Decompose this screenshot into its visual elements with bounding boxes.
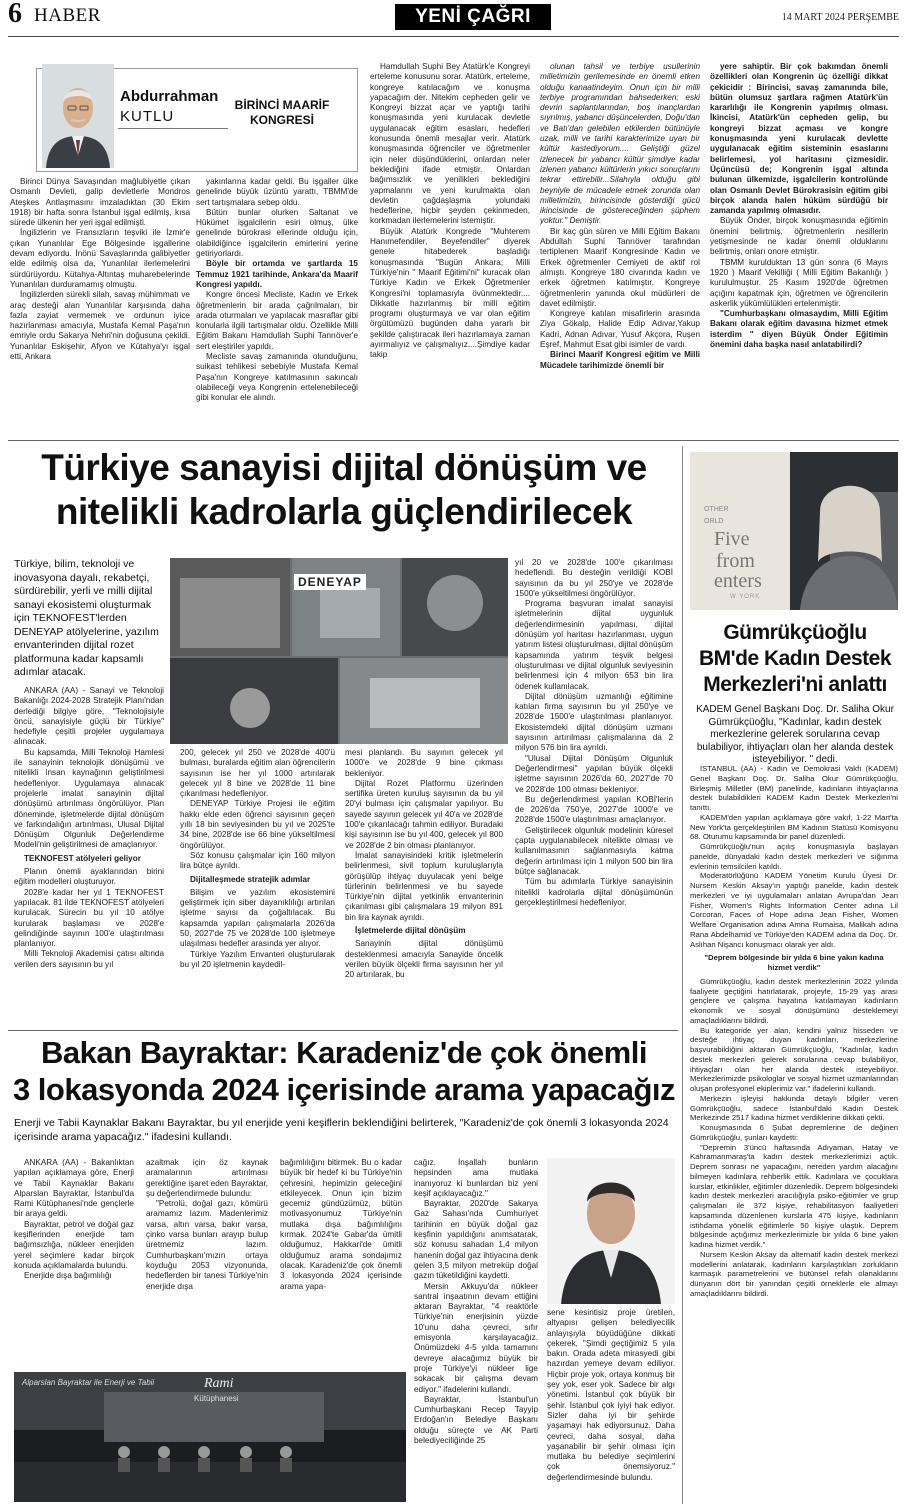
paragraph: Böyle bir ortamda ve şartlarda 15 Temmuz 1921 tarihinde, Ankara'da Maarif Kongresi yapıldı. (196, 259, 358, 289)
article1-photo-collage (170, 558, 508, 744)
paragraph: bağımlılığını bitirmek. Bu o kadar büyük bir hedef ki bu Türkiye'nin çehresini, hepimizin geleceğini etkileyecek. Onun için bizim gecemiz gündüzümüz, bütün motivasyonumuz Türkiye'nin mutlaka dışa bağımlılığını kırmak. 2024'te Gabar'da ümitli olduğumuz, Hakkari'de ümitli olduğumuz arama sondajımız olacak. Karadeniz'de çok önemli 3 lokasyonda 2024 içerisinde arama yapa- (280, 1158, 402, 1291)
paragraph: Merkezin işleyişi hakkında detaylı bilgiler veren Gümrükçüoğlu, sadece İstanbul'daki Kadın Destek Merkezinde 2517 kadına hizmet verdiklerine dikkati çekti. (690, 1093, 898, 1123)
article1-col2 (180, 748, 335, 1030)
subheading: "Deprem bölgesinde bir yılda 6 bine yakın kadına hizmet verdik" (704, 953, 884, 972)
paragraph: Birinci Dünya Savaşından mağlubiyetle çıkan Osmanlı Devleti, galip devletlerle Mondros Ateşkes Antlaşmasını imzaladıktan (30 Ekim 1918) bir hafta sonra İstanbul işgal edilmiş, kısa sürede ülkenin her yeri işgal edilmişti. (10, 177, 190, 228)
paragraph: Mersin Akkuyu'da nükleer santral inşaatının devam ettiğini aktaran Bayraktar, "4 reaktörle Türkiye'nin enerjisinin yüzde 10'unu daha çevreci, sıfır emisyonla karşılayacağız. Önümüzdeki 4-5 yılda tamamını devreye alacağımız büyük bir proje Türkiye'yi nükleer lige sokacak bir çalışma devam ediyor." ifadelerini kullandı. (414, 1281, 538, 1394)
paragraph: mesi planlandı. Bu sayının gelecek yıl 1000'e ve 2028'de 9 bine çıkması bekleniyor. (345, 748, 503, 778)
paragraph: "Depremin 3'üncü haftasında Adıyaman, Hatay ve Kahramanmaraş'ta kadın destek merkezlerimizi açtık. Deprem sonrası ne yapacağını, nereden yardım alacağını bilmeyen kadınlara rehberlik ettik. Kadınlara ve çocuklara kurslar, etkinlikler, eğitimler düzenledik. Deprem bölgesindeki kadın destek merkezleri aracılığıyla psiko-eğitimler ve grup çalışmaları ile 372 kişiye, rehabilitasyon faaliyetleri kapsamında düzenlenen kurslarla 475 kişiye, kadınların istihdama yönelik eğitimlerle 50 kişiye ulaştık. Deprem bölgesinde açtığımız merkezlerimizle bir yılda 6 bine yakın kadına hizmet verdik." (690, 1142, 898, 1249)
header-rule (8, 36, 899, 37)
article3-col5 (547, 1308, 675, 1502)
paragraph: Mecliste savaş zamanında olunduğunu, suikast tehlikesi sebebiyle Mustafa Kemal Paşa'nın Kongreye katılmasının sakıncalı olabileceği veya Kongrenin ertelenebileceği gibi konular ele alındı. (196, 352, 358, 403)
article2-body (690, 764, 898, 1500)
photo-text-4: W YORK (730, 594, 761, 600)
paragraph: Birinci Maarif Kongresi eğitim ve Milli Mücadele tarihimizde önemli bir (540, 350, 700, 370)
column-title (232, 98, 332, 128)
paragraph: İmalat sanayisindeki kritik işletmelerin belirlenmesi, sivil toplum kuruluşlarıyla görüşülüp ihtiyaç duyulacak yeni belge türlerinin belirlenmesi ve bu sayede Türkiye'nin dijital yetkinlik envanterinin çıkarılması gibi çalışmalara 19 milyon 891 bin lira kaynak ayrıldı. (345, 850, 503, 922)
paragraph: Programa başvuran imalat sanayisi işletmelerinin dijital uygunluk değerlendirmesinin yapılması, dijital dönüşüm yol haritası hazırlanması, uygun yatırım listesi oluşturulması, dijital dönüşüm kapsamında yatırım teşvik belgesi oluşturulması ve dijital olgunluk seviyesinin belirlenmesi için 4 milyon 653 bin lira ödenek kullanılacak. (515, 599, 673, 691)
paragraph: Bu kapsamda, Milli Teknoloji Hamlesi ile sanayinin teknolojik dönüşümü ve nitelikli insan kaynağının geliştirilmesi hedefleniyor. Uygulamaya alınacak projelerle imalat sanayinin dijital dönüşümü artırılması öngörülüyor. Plan döneminde, işletmelerde dijital dönüşüm ve farkındalığın artırılması, Ulusal Dijital Dönüşüm Olgunluk Değerlendirme Modeli'nin geliştirilmesi de amaçlanıyor. (14, 747, 164, 850)
article3-col2 (146, 1158, 268, 1366)
article1-col3 (345, 748, 503, 1030)
paragraph: Bilişim ve yazılım ekosistemini geliştirmek için siber dayanıklılığı artırılan işletme sayısı da çoğaltılacak. Bu kapsamda yapılan çalışmalarla 2026'da 50, 2027'de 75 ve 2028'de 100 işletmeye ulaşılması hedefler arasında yer alıyor. (180, 887, 335, 949)
author-first-name: Abdurrahman (120, 88, 219, 105)
paragraph: DENEYAP Türkiye Projesi ile eğitim hakkı elde eden öğrenci sayısının geçen yıllı 18 bin seviyesinden bu yıl ve 2025'te 34 bine, 2028'de ise 66 bine yükseltilmesi öngörülüyor. (180, 799, 335, 850)
article3-event-photo (14, 1372, 406, 1502)
photo-text-side: ORLD (704, 518, 724, 525)
paragraph: Bütün bunlar olurken Saltanat ve Hükümet işgalcilerin esiri olmuş, ülke genelinde bürokrasi ellerinde olduğu için, olabildiğince işgalcilerin emirlerini yerine getiriyorlardı. (196, 207, 358, 259)
article2-lead: KADEM Genel Başkanı Doç. Dr. Saliha Okur Gümrükçüoğlu, "Kadınlar, kadın destek merkezlerine gelerek sorularına cevap bulabiliyor, ihtiyaçları olan her alanda destek isteyebiliyor. " dedi. (696, 704, 894, 766)
article3-lead: Enerji ve Tabii Kaynaklar Bakanı Bayraktar, bu yıl enerjide yeni keşiflerin beklendiğini belirterek, "Karadeniz'de çok önemli 3 lokasyonda 2024 içerisinde arama yapacağız." ifadesini kullandı. (14, 1117, 669, 1143)
article3-headline-line1: Bakan Bayraktar: Karadeniz'de çok önemli (41, 1035, 647, 1070)
paragraph: Büyük Atatürk Kongrede "Muhterem Hanımefendiler, Beyefendiler" diyerek genele hitabederek başladığı konuşmasında "Bugün Ankara; Milli Türkiye'nin " Maarif Eğitimi'ni" kuracak olan Türkiye Kadın ve Erkek Öğretmenler Kongresi'ni toplamasıyla övünmektedir.... Dikkatle hazırlanmış bir milli eğitim programı oluşturmaya ve var olan eğitim örgütümüzü bugünden daha yararlı bir şekilde çalıştıracak ileri hazırlamaya zaman ayırmalıyız ve çalışmalıyız....Şimdiye kadar takip (370, 226, 530, 360)
article1-col4 (515, 558, 673, 1030)
paragraph: Sanayinin dijital dönüşümü desteklenmesi amacıyla Sanayide öncelik verilen büyük ölçekli firma sayısının her yıl 20 artırılarak, bu (345, 939, 503, 980)
article1-headline (14, 446, 674, 534)
article3-col3 (280, 1158, 402, 1366)
column-title-line1: BİRİNCİ MAARİF (234, 98, 330, 112)
paragraph: 200, gelecek yıl 250 ve 2028'de 400'ü bulması, buralarda eğitim alan öğrencilerin sayısının ise her yıl 1000 artırılarak gelecek yıl 8 bine ve 2028'de 11 bine çıkarılması hedefleniyor. (180, 748, 335, 799)
photo-text-2: from (716, 550, 755, 572)
column-title-line2: KONGRESİ (249, 113, 314, 127)
page-number: 6 (8, 0, 22, 29)
paragraph: Kongre öncesi Mecliste, Kadın ve Erkek öğretmenlerin bir arada çağrılmaları, bir arada oturmaları ve yapılacak masraflar gibi konularla ilgili tartışmalar oldu. Özellikle Milli Eğitim Bakanı Hamdullah Suphi Tanrıöver'e sert eleştiriler yapıldı. (196, 290, 358, 351)
paragraph: Enerjide dışa bağımlılığı (24, 1271, 112, 1281)
article1-headline-line2: nitelikli kadrolarla güçlendirilecek (55, 491, 633, 532)
paragraph: İngilizlerin ve Fransızların teşviki ile İzmir'e çıkan Yunanlılar Ege Bölgesinde işgallerine devam ediyordu. İnönü Savaşlarında galibiyetler elde edilmiş olsa da, Yunanlılar ilerlemelerini sürdürüyordu. Kütahya-Altıntaş muharebelerinde Yunanlıları durduramamış olmuştu. (10, 228, 190, 289)
paragraph: sene kesintisiz proje üretilen, altyapısı gelişen belediyecilik anlayışıyla büyüdüğüne dikkati çekerek, "Şimdi geçtiğimiz 5 yıla bakın. Orada adeta mirasyedi gibi hazırdan yemeye devam ediliyor. Hiçbir proje yok, ortaya konmuş bir şey yok, eser yok. Sadece bir algı yönetimi. İstanbul çok büyük bir şehir. İstanbul çok iyiyi hak ediyor. Sizler daha iyi bir şehirde yaşamayı hak ediyorsunuz. Daha çevreci, daha sosyal, daha yaşanabilir bir şehir olması için mutlaka bu belediye seçimlerini çok önemsiyoruz." değerlendirmesinde bulundu. (547, 1308, 675, 1482)
newspaper-logo (395, 4, 551, 30)
section-divider (8, 1030, 678, 1031)
subheading: TEKNOFEST atölyeleri geliyor (24, 853, 141, 863)
paragraph: Büyük Önder, birçok konuşmasında eğitimin önemini belirtmiş, öğretmenlerin nesillerin yetişmesinde ne kadar önemli olduklarını belirtmiş, onları onore etmiştir. (710, 216, 888, 257)
paragraph: Bayraktar, 2020'de Sakarya Gaz Sahası'nda Cumhuriyet tarihinin en büyük doğal gaz keşfinin yapıldığını anımsatarak, söz konusu sahadan 1,4 milyon hanenin doğal gaz ihtiyacına denk gelen 3,5 milyon metreküp doğal gazın tüketildiğini kaydetti. (414, 1199, 538, 1281)
paragraph: Planın önemli ayaklarından birini eğitim modelleri oluşturuyor. (14, 867, 164, 887)
paragraph: "Cumhurbaşkanı olmasaydım, Milli Eğitim Bakanı olarak eğitim davasına hizmet etmek isterdim " diyen Büyük Önder Eğitimin önemini daha başka nasıl anlatabilirdi? (710, 309, 888, 350)
photo-text-top: OTHER (704, 506, 729, 513)
article3-col4 (414, 1158, 538, 1502)
author-last-name: KUTLU (120, 108, 175, 125)
photo-text-1: Five (714, 528, 750, 550)
subheading: Dijitalleşmede stratejik adımlar (190, 874, 311, 884)
issue-date: 14 MART 2024 PERŞEMBE (781, 12, 899, 23)
paragraph: Bayraktar, İstanbul'un Cumhurbaşkanı Recep Tayyip Erdoğan'ın Belediye Başkanı olduğu süreçte ve AK Parti belediyeciliğinde 25 (414, 1394, 538, 1446)
paragraph: ANKARA (AA) - Bakanlıktan yapılan açıklamaya göre, Enerji ve Tabii Kaynaklar Bakanı Alparslan Bayraktar, İstanbul'da Rami Kütüphanesi'nde gençlerle bir araya geldi. (14, 1158, 134, 1219)
paragraph: azaltmak için öz kaynak aramalarının artırılması gerektiğine işaret eden Bayraktar, şu değerlendirmede bulundu: (146, 1158, 268, 1198)
paragraph: "Petrolü, doğal gazı, kömürü aramamız lazım. Madenlerimiz varsa, altın varsa, bakır varsa, çinko varsa bunları arayıp bulup üretmemiz lazım. Cumhurbaşkanı'mızın ortaya koyduğu 2053 vizyonunda, hedeflerden bir tanesi Türkiye'nin enerjide dışa (146, 1199, 268, 1291)
paragraph: Geliştirilecek olgunluk modelinin küresel çapta uygulanabilecek nitelikte olması ve kullanılmasının sağlanmasıyla katma değerin artırılması için 1 milyon 500 bin lira bütçe sağlanacak. (515, 825, 673, 876)
paragraph: KADEM'den yapılan açıklamaya göre vakıf, 1-22 Mart'ta New York'ta gerçekleştirilen BM Kadının Statüsü Komisyonu 68. Oturumu kapsamında bir panel düzenledi. (690, 812, 898, 842)
author-name-rule (118, 128, 228, 129)
opinion-column (0, 40, 907, 445)
column-text-col2 (196, 177, 358, 437)
column-text-col3 (370, 62, 530, 438)
logo-text: YENİ ÇAĞRI (415, 6, 531, 27)
paragraph: ANKARA (AA) - Sanayi ve Teknoloji Bakanlığı 2024-2028 Stratejik Planı'ndan derlediği bilgiye göre, "Teknolojisiyle öncü, sanayisiyle güçlü bir Türkiye" hedefiyle çeşitli projeler uygulamaya alınacak. (14, 686, 164, 747)
subheading: İşletmelerde dijital dönüşüm (355, 926, 466, 936)
column-text-col1 (10, 177, 190, 437)
paragraph: Nursem Keskin Aksay da alternatif kadın destek merkezi modellerini anlatarak, kadınların karşılaştıkları zorlukların karmaşık parametrelerini ve bütünsel refah olanaklarını dünyanın dört bir yanından çeşitli örneklerle ele almayı amaçladıklarını bildirdi. (690, 1249, 898, 1298)
paragraph: Gümrükçüoğlu, kadın destek merkezlerinin 2022 yılında faaliyete geçtiğini hatırlatarak, projeyle, 15-29 yaş arası gençlere ve çalışma hayatına katılamayan kadınların ekonomik ve sosyal dönüşümünü desteklemeyi amaçladıklarını bildirdi. (690, 976, 898, 1025)
article1-headline-line1: Türkiye sanayisi dijital dönüşüm ve (41, 447, 647, 488)
paragraph: Bu değerlendirmesi yapılan KOBİ'lerin de 2026'da 750'ye, 2027'de 1000'e ve 2028'de 1500'e ulaştırılması amaçlanıyor. (515, 794, 673, 825)
deneyap-sign: DENEYAP (294, 574, 366, 590)
event-photo-text1: Alparslan Bayraktar ile Enerji ve Tabii (22, 1378, 155, 1387)
photo-text-3: enters (714, 570, 762, 592)
article3-portrait (547, 1158, 675, 1304)
paragraph: Bu kategoride yer alan, kendini yalnız hisseden ve desteğe ihtiyaç duyan kadınları, merkezlerine başvurabildiğini aktaran Gümrükçüoğlu, "Kadınlar, kadın destek merkezleri gelerek sorularına cevap bulabiliyor, ihtiyaçları olan her alanda destek isteyebiliyor. Merkezlerimizde psikologlar ve sosyal hizmet uzmanlarından oluşan profesyonel ekiplerimiz var." ifadelerini kullandı. (690, 1025, 898, 1093)
paragraph: Bayraktar, petrol ve doğal gaz keşiflerinden enerjide tam bağımsızlığa, nükleer enerjiden yerel seçimlere kadar birçok konuda açıklamalarda bulundu. (14, 1219, 134, 1270)
section-divider (8, 440, 899, 441)
article2-photo (690, 452, 898, 610)
paragraph: Söz konusu çalışmalar için 160 milyon lira bütçe ayrıldı. (180, 850, 335, 871)
article1-lead: Türkiye, bilim, teknoloji ve inovasyona dayalı, rekabetçi, sürdürebilir, yerli ve milli dijital sanayi ekosistemi oluşturmak için TEKNOFEST'lerden DENEYAP atölyelerine, yazılım envanterinden dijital rozet platformuna kadar kapsamlı adımlar atacak. (14, 558, 159, 678)
paragraph: Konuşmasında 6 Şubat depremlerine de değinen Gümrükçüoğlu, şunları kaydetti: (690, 1123, 898, 1142)
paragraph: cağız. İnşallah bunların hepsinden ama mutlaka inanıyoruz ki bunlardan biz yeni keşif açıklayacağız." (414, 1158, 538, 1198)
paragraph: Hamdullah Suphi Bey Atatürk'e Kongreyi erteleme konusunu sorar. Atatürk, erteleme, kongreye katılacağım ve konuşma yapacağım der. Nitekim cepheden gelir ve Kongreyi bizzat açar ve yaptığı tarihi konuşmasında yeni kurulacak devletle uygulanacak eğitim esasları, hedefleri konusunda önemli mesajlar verir. Atatürk konuşmasında öğrenciler ve öğretmenler için neler düşündüklerini, onlardan neler beklediğini ifade etmiştir. Onlardan bağımsızlık ve yenilikleri beklediğini yapmalarını ve yeni kurulmakta olan devletin çağdaşlaşma yolundaki hedeflerine, hiçbir şeyden çekinmeden, korkmadan ilerlemelerini istemiştir. (370, 62, 530, 226)
article2-headline-line2: BM'de Kadın Destek (698, 647, 892, 670)
paragraph: Dijital dönüşüm uzmanlığı eğitimine katılan firma sayısının bu yıl 250'ye ve 2028'de 1500'e ulaştırılması planlanıyor. Ekosistemdeki dijital dönüşüm uzmanı sayısının artırılması çalışmalarına da 2 milyon 576 bin lira ayrıldı. (515, 691, 673, 753)
paragraph: Kongreye katılan misafirlerin arasında Ziya Gökalp, Halide Edip Adıvar,Yakup Kadri, Adnan Adıvar, Yusuf Akçora, Ruşen Eşref, Mahmut Esat gibi isimler de vardı. (540, 309, 700, 350)
paragraph: 2028'e kadar her yıl 1 TEKNOFEST yapılacak. 81 ilde TEKNOFEST atölyeleri kurulacak. Sürecin bu yıl 10 atölye kurularak başlaması ve 2028'e gelindiğinde sayının 100'e ulaştırılması planlanıyor. (14, 887, 164, 949)
paragraph: Bir kaç gün süren ve Milli Eğitim Bakanı Abdullah Suphi Tanrıöver tarafından tertiplenen Maarif Kongresinde Kadın ve Erkek öğretmenler Cemiyeti de aktif rol almıştı. Kongreye 180 civarında kadın ve erkek öğretmen katılmıştır. Kongreye öğretmenlerin yanında okul müdürleri de davet edilmiştir. (540, 226, 700, 308)
event-photo-text2: Rami (204, 1376, 234, 1391)
paragraph: TBMM kurulduktan 13 gün sonra (6 Mayıs 1920 ) Maarif Vekilliği ( Milli Eğitim Bakanlığı ) kurululmuştur. 25 Kasım 1920'de öğretmen açığını kapatmak için, öğretmen ve öğrencilerin askerlik yükümlülükleri ertelenmiştir. (710, 257, 888, 308)
paragraph: İngilizlerden sürekli silah, savaş mühimmatı ve araç desteği alan Yunanlılar karşısında daha fazla zayiat vermemek ve ordunun iyice hazırlanması amacıyla, Mustafa Kemal Paşa'nın emriyle ordu Sakarya Nehri'nin doğusuna çekildi. Yunanlılar Eskişehir, Afyon ve Kütahya'yı işgal etti, Ankara (10, 290, 190, 362)
paragraph: Dijital Rozet Platformu üzerinden sertifika üreten kuruluş sayısının da bu yıl 20'yi bulması için çalışmalar yapılıyor. Bu sayede sayının gelecek yıl 40'a ve 2028'de 100'e çıkarılacağı tahmin ediliyor. Buradaki kişi sayısının ise bu yıl 400, gelecek yıl 800 ve 2028'de 2 bin olması planlanıyor. (345, 778, 503, 850)
paragraph: Milli Teknoloji Akademisi çatısı altında verilen ders sayısının bu yıl (14, 949, 164, 969)
paragraph: yere sahiptir. Bir çok bakımdan önemli özellikleri olan Kongrenin üç özelliği dikkat çekicidir : Birincisi, savaş zamanında bile, bütün olumsuz şartlara rağmen Atatürk'ün kararlılığı ile Kongrenin yapılmış olması. İkincisi, Atatürk'ün cepheden gelip, bu kongreyi bizzat açması ve kongre konuşmasında yeni kurulacak devlette uygulanacak eğitim sisteminin esaslarını belirlemesi, yol haritasını çizmesidir. Üçüncüsü de; Kongrenin işgal altında bulunan ülkemizde, işgalcilerin kontrolünde olan Osmanlı Devlet Bürokrasisin eğitim gibi birçok alanda halen hüküm sürdüğü bir zamanda yapılmış olmasıdır. (710, 62, 888, 216)
column-text-col4 (540, 62, 700, 438)
paragraph: yakınlarına kadar geldi. Bu işgaller ülke genelinde büyük üzüntü yarattı, TBMM'de sert tartışmalara sebep oldu. (196, 177, 358, 207)
article3-headline-line2: 3 lokasyonda 2024 içerisinde arama yapacağız (12, 1072, 676, 1107)
event-photo-text3: Kütüphanesi (194, 1394, 239, 1403)
section-label: HABER (34, 5, 101, 26)
paragraph: yıl 20 ve 2028'de 100'e çıkarılması hedeflendi. Bu desteğin verildiği KOBİ sayısının da bu yıl 250'ye ve 2028'de 1500'e yükseltilmesi öngörülüyor. (515, 558, 673, 598)
vertical-divider (682, 446, 683, 1504)
article2-headline-line1: Gümrükçüoğlu (723, 621, 867, 644)
article2-headline (690, 620, 900, 698)
article1-col1 (14, 686, 164, 1030)
article2-headline-line3: Merkezleri'ni anlattı (703, 673, 887, 696)
author-portrait (42, 64, 114, 168)
paragraph: Gümrükçüoğlu'nun açılış konuşmasıyla başlayan panelde, dünyadaki kadın destek merkezleri ve sığınma evlerinin temsilcileri katıldı. (690, 842, 898, 871)
paragraph: Tüm bu adımlarla Türkiye sanayisinin nitelikli kadrolarla dijital dönüşümünün gerçekleştirilmesi hedefleniyor. (515, 877, 673, 907)
article3-headline (10, 1034, 678, 1108)
paragraph: Moderatörlüğünü KADEM Yönetim Kurulu Üyesi Dr. Nursem Keskin Aksay'ın yaptığı panelde, kadın destek merkezleri ve iyi uygulamaları anlatan Avrupa'dan Jean Fisher, Women's Rights Information Center adına Lil Corcoran, Faces of Hope adına Jean Fisher, Women Welfare Organisation adına Amna Rumaisa, Malikah adına Rana Abdelhamid ve Türkiye'den KADEM adına da Doç. Dr. Aslıhan Nişancı konuşmacı olarak yer aldı. (690, 871, 898, 949)
paragraph: "Ulusal Dijital Dönüşüm Olgunluk Değerlendirmesi" yapılan büyük ölçekli işletme sayısının 2026'da 60, 2027'de 70 ve 2028'de 100 olması bekleniyor. (515, 753, 673, 794)
paragraph: Türkiye Yazılım Envanteri oluşturularak bu yıl 20 işletmenin kaydedil- (180, 949, 335, 969)
article3-col1 (14, 1158, 134, 1366)
column-text-col5 (710, 62, 888, 438)
paragraph: İSTANBUL (AA) - Kadın ve Demokrasi Vakfı (KADEM) Genel Başkanı Doç. Dr. Saliha Okur Gümrükçüoğlu, Birleşmiş Milletler (BM) panelinde, kadınların ihtiyaçlarına destek bulabildikleri KADEM Kadın Destek Merkezleri'ni tanıttı. (690, 764, 898, 812)
paragraph: olunan tahsil ve terbiye usullerinin milletimizin gerilemesinde en önemli etken olduğu kanaatindeyim. Onun için bir milli terbiye programından bahsederken; eski devrin saplantılarından, boş inançlardan sıyrılmış, yabancı düşüncelerden, Doğu'dan ve Batı'dan gelebilen etkilerden bütünüyle uzak, milli ve tarihi karakterimize uyan bir kültür kastediyorum.... Geliştiği güzel izlenecek bir yabancı kültür şimdiye kadar izlenen yabancı kültürlerin yıkıcı sonuçlarını tekrar ettirebilir...Silahıyla olduğu gibi beyniyle de mücadele etmek zorunda olan milletimizin, birincisinde gösterdiği gücü ikincisinde de göstereceğinden şüphem yoktur." Demiştir. (540, 62, 700, 226)
